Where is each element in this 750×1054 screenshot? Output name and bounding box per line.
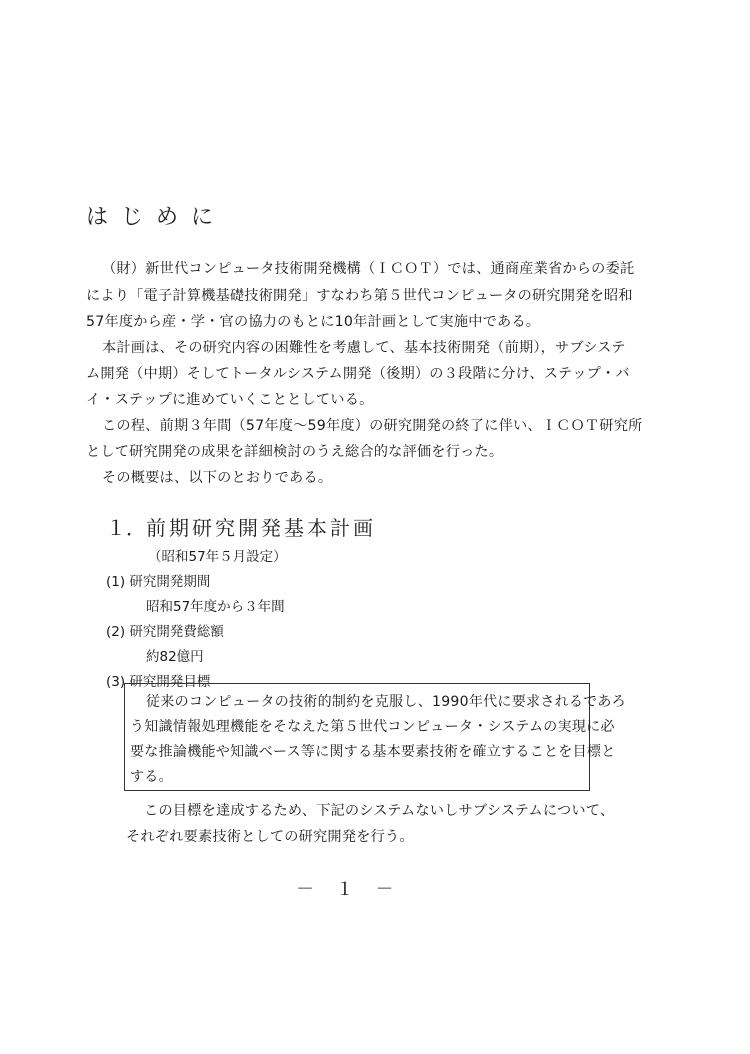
page-number: － １ － — [296, 879, 402, 900]
after-line: それぞれ要素技術としての研究開発を行う。 — [126, 829, 414, 845]
item-label: (2) 研究開発費総額 — [106, 624, 224, 640]
heading: はじめに — [86, 205, 227, 230]
intro-line: ム開発（中期）そしてトータルシステム開発（後期）の３段階に分け、ステップ・バ — [86, 366, 630, 382]
intro-line: として研究開発の成果を詳細検討のうえ総合的な評価を行った。 — [86, 444, 504, 460]
section-subtitle: （昭和57年５月設定） — [148, 549, 287, 565]
section-number: １． — [106, 516, 146, 540]
intro-line: 本計画は、その研究内容の困難性を考慮して、基本技術開発（前期），サブシステ — [102, 340, 626, 356]
section-title — [106, 512, 376, 541]
item-label: (3) 研究開発目標 — [106, 674, 211, 690]
goal-line: する。 — [130, 769, 173, 785]
intro-line: その概要は、以下のとおりである。 — [102, 470, 333, 486]
section-title-text: 前期研究開発基本計画 — [146, 516, 376, 540]
intro-line: により「電子計算機基礎技術開発」すなわち第５世代コンピュータの研究開発を昭和 — [86, 288, 633, 304]
item-label: (1) 研究開発期間 — [106, 574, 211, 590]
goal-line: う知識情報処理機能をそなえた第５世代コンピュータ・システムの実現に必 — [130, 719, 615, 735]
intro-line: （財）新世代コンピュータ技術開発機構（ＩＣＯＴ）では、通商産業省からの委託 — [102, 261, 635, 277]
item-value: 約82億円 — [146, 649, 204, 665]
intro-line: この程、前期３年間（57年度～59年度）の研究開発の終了に伴い、ＩＣＯＴ研究所 — [102, 418, 643, 434]
after-line: この目標を達成するため、下記のシステムないしサブシステムについて、 — [144, 803, 615, 819]
intro-line: イ・ステップに進めていくこととしている。 — [86, 392, 374, 408]
goal-line: 要な推論機能や知識ベース等に関する基本要素技術を確立することを目標と — [130, 744, 616, 760]
goal-line: 従来のコンピュータの技術的制約を克服し、1990年代に要求されるであろ — [146, 694, 626, 710]
item-value: 昭和57年度から３年間 — [146, 599, 285, 615]
intro-line: 57年度から産・学・官の協力のもとに10年計画として実施中である。 — [86, 314, 541, 330]
